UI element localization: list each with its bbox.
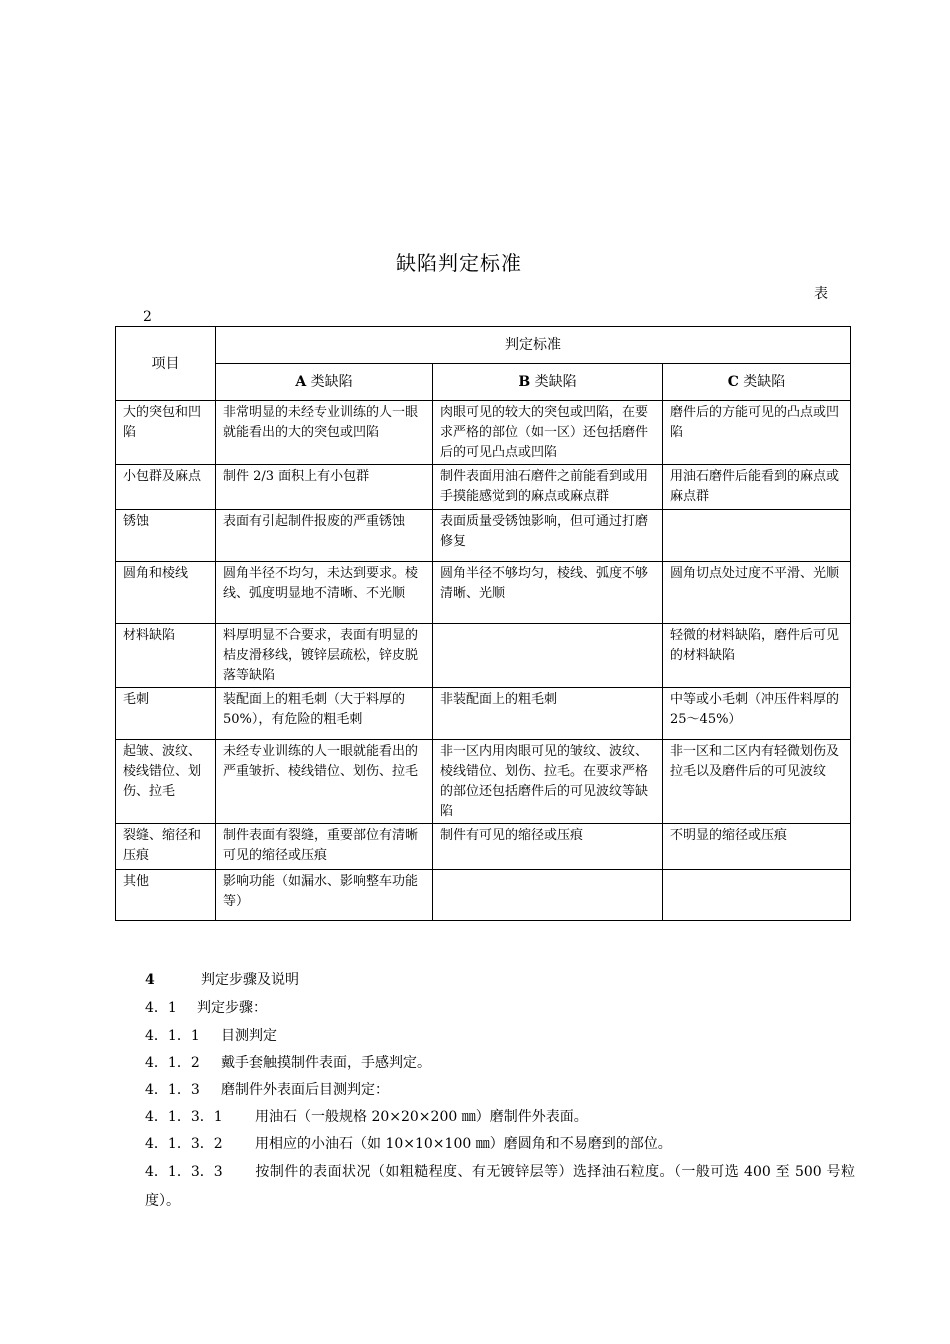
class-a-label: 类缺陷: [310, 374, 353, 390]
section-line-text: 戴手套触摸制件表面，手感判定。: [221, 1055, 431, 1071]
section-line-number: 4．1．2: [145, 1055, 200, 1071]
cell-class-a: 非常明显的未经专业训练的人一眼就能看出的大的突包或凹陷: [216, 401, 433, 465]
table-row: [116, 688, 851, 740]
cell-class-b: [433, 870, 663, 921]
class-a-letter: A: [295, 374, 307, 390]
cell-class-a: 未经专业训练的人一眼就能看出的严重皱折、棱线错位、划伤、拉毛: [216, 740, 433, 824]
cell-item: 裂缝、缩径和压痕: [116, 824, 216, 870]
cell-item: 起皱、波纹、棱线错位、划伤、拉毛: [116, 740, 216, 824]
cell-class-b: 非装配面上的粗毛刺: [433, 688, 663, 740]
section-line: [145, 1106, 588, 1126]
cell-class-b: 肉眼可见的较大的突包或凹陷，在要求严格的部位（如一区）还包括磨件后的可见凸点或凹陷: [433, 401, 663, 465]
class-c-letter: C: [727, 374, 739, 390]
cell-class-c: 中等或小毛刺（冲压件料厚的 25～45%）: [663, 688, 851, 740]
defect-criteria-table: [115, 326, 851, 921]
cell-class-c: [663, 510, 851, 562]
cell-class-a: 表面有引起制件报废的严重锈蚀: [216, 510, 433, 562]
cell-class-b: 制件表面用油石磨件之前能看到或用手摸能感觉到的麻点或麻点群: [433, 465, 663, 510]
section-heading: [145, 969, 299, 989]
section-line: [145, 997, 267, 1017]
section-line: [145, 1079, 389, 1099]
table-row: [116, 870, 851, 921]
cell-item: 材料缺陷: [116, 624, 216, 688]
table-label-number: 2: [143, 309, 152, 325]
table-row: [116, 510, 851, 562]
cell-item: 其他: [116, 870, 216, 921]
class-b-label: 类缺陷: [534, 374, 577, 390]
section-line-text: 判定步骤：: [197, 1000, 267, 1016]
section-line-text: 目测判定: [221, 1028, 277, 1044]
cell-class-c: 磨件后的方能可见的凸点或凹陷: [663, 401, 851, 465]
cell-class-a: 制件 2/3 面积上有小包群: [216, 465, 433, 510]
section-heading-text: 判定步骤及说明: [201, 972, 299, 988]
cell-class-a: 圆角半径不均匀，未达到要求。棱线、弧度明显地不清晰、不光顺: [216, 562, 433, 624]
header-class-c: [663, 364, 851, 401]
section-line: [145, 1133, 672, 1153]
cell-item: 锈蚀: [116, 510, 216, 562]
cell-class-a: 装配面上的粗毛刺（大于料厚的 50%），有危险的粗毛刺: [216, 688, 433, 740]
section-line-number: 4．1．3．3: [145, 1164, 223, 1180]
section-line: [145, 1025, 277, 1045]
cell-class-a: 影响功能（如漏水、影响整车功能等）: [216, 870, 433, 921]
cell-class-a: 制件表面有裂缝，重要部位有清晰可见的缩径或压痕: [216, 824, 433, 870]
section-paragraph-text: 按制件的表面状况（如粗糙程度、有无镀锌层等）选择油石粒度。（一般可选 400 至 500 号粒度）。: [145, 1164, 855, 1209]
section-line-text: 用油石（一般规格 20×20×200 ㎜）磨制件外表面。: [255, 1109, 588, 1125]
header-class-b: [433, 364, 663, 401]
cell-item: 小包群及麻点: [116, 465, 216, 510]
section-line: [145, 1052, 431, 1072]
section-heading-number: 4: [145, 972, 155, 988]
cell-item: 大的突包和凹陷: [116, 401, 216, 465]
cell-class-b: 圆角半径不够均匀，棱线、弧度不够清晰、光顺: [433, 562, 663, 624]
section-line-number: 4．1．3．1: [145, 1109, 223, 1125]
table-row: [116, 465, 851, 510]
cell-class-c: 不明显的缩径或压痕: [663, 824, 851, 870]
table-row: [116, 562, 851, 624]
header-class-a: [216, 364, 433, 401]
cell-item: 圆角和棱线: [116, 562, 216, 624]
cell-class-c: [663, 870, 851, 921]
table-row: [116, 740, 851, 824]
class-b-letter: B: [518, 374, 531, 390]
section-line-text: 用相应的小油石（如 10×10×100 ㎜）磨圆角和不易磨到的部位。: [255, 1136, 672, 1152]
section-line-number: 4．1．3．2: [145, 1136, 223, 1152]
table-label-prefix: 表: [814, 286, 828, 302]
table-row: [116, 824, 851, 870]
page-title: 缺陷判定标准: [396, 251, 522, 275]
cell-class-c: 用油石磨件后能看到的麻点或麻点群: [663, 465, 851, 510]
header-criteria: 判定标准: [216, 327, 851, 364]
cell-class-b: 制件有可见的缩径或压痕: [433, 824, 663, 870]
section-paragraph: [145, 1158, 855, 1216]
cell-class-b: 表面质量受锈蚀影响，但可通过打磨修复: [433, 510, 663, 562]
table-row: [116, 401, 851, 465]
table-row: [116, 624, 851, 688]
section-line-number: 4．1．1: [145, 1028, 200, 1044]
cell-class-c: 圆角切点处过度不平滑、光顺: [663, 562, 851, 624]
cell-class-b: 非一区内用肉眼可见的皱纹、波纹、棱线错位、划伤、拉毛。在要求严格的部位还包括磨件后的可见波纹等缺陷: [433, 740, 663, 824]
cell-class-a: 料厚明显不合要求，表面有明显的桔皮滑移线，镀锌层疏松，锌皮脱落等缺陷: [216, 624, 433, 688]
section-line-text: 磨制件外表面后目测判定：: [221, 1082, 389, 1098]
cell-class-b: [433, 624, 663, 688]
class-c-label: 类缺陷: [743, 374, 786, 390]
header-item: 项目: [116, 327, 216, 401]
cell-class-c: 非一区和二区内有轻微划伤及拉毛以及磨件后的可见波纹: [663, 740, 851, 824]
section-line-number: 4．1: [145, 1000, 177, 1016]
cell-class-c: 轻微的材料缺陷，磨件后可见的材料缺陷: [663, 624, 851, 688]
cell-item: 毛刺: [116, 688, 216, 740]
section-line-number: 4．1．3: [145, 1082, 200, 1098]
